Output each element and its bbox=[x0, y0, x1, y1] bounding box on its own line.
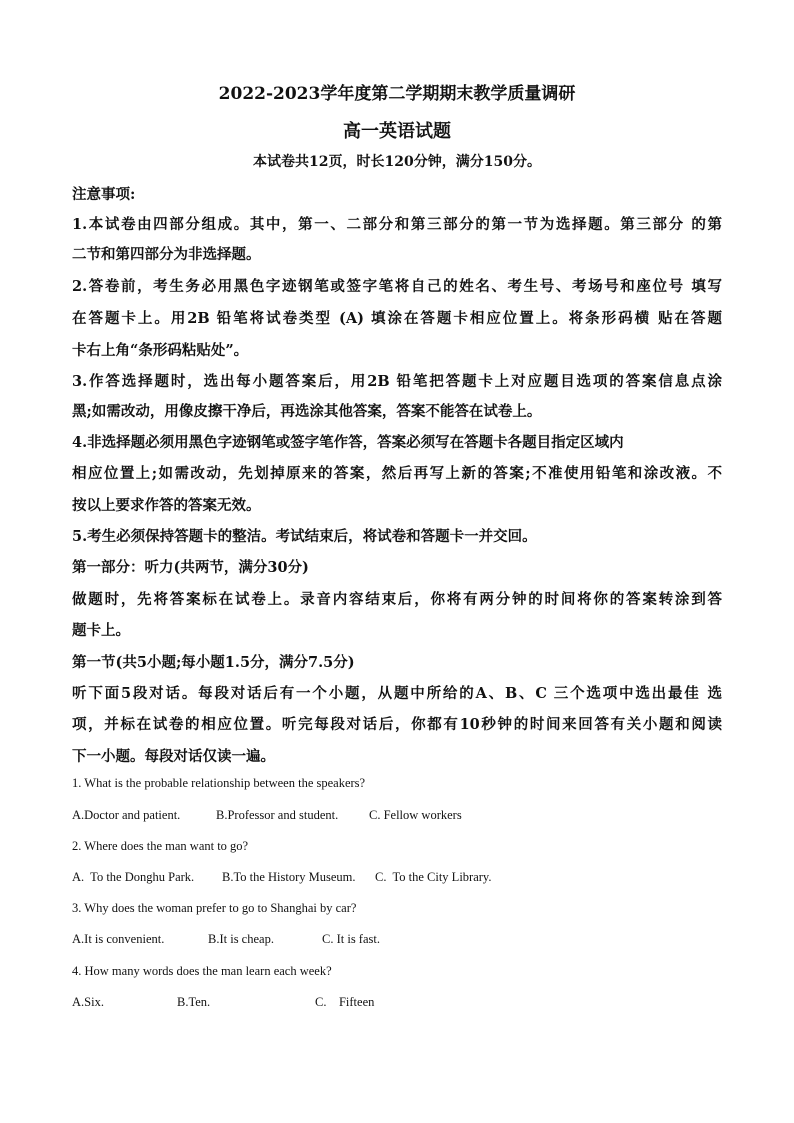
notes-line: 5.考生必须保持答题卡的整洁。考试结束后，将试卷和答题卡一并交回。 bbox=[72, 528, 537, 545]
notes-line: 在答题卡上。用2B 铅笔将试卷类型 (A) 填涂在答题卡相应位置上。将条形码横 贴在答题 bbox=[72, 310, 722, 327]
q2-option-a: A. To the Donghu Park. bbox=[72, 870, 195, 884]
exam-info: 本试卷共12页，时长120分钟，满分150分。 bbox=[253, 154, 541, 170]
notes-line: 2.答卷前，考生务必用黑色字迹钢笔或签字笔将自己的姓名、考生号、考场号和座位号 填写 bbox=[72, 278, 722, 295]
part1-intro-line: 做题时，先将答案标在试卷上。录音内容结束后，你将有两分钟的时间将你的答案转涂到答 bbox=[72, 591, 722, 608]
q4-option-a: A.Six. bbox=[72, 995, 104, 1009]
question-1: 1. What is the probable relationship between the speakers? bbox=[72, 776, 366, 790]
notes-line: 黑;如需改动，用像皮擦干净后，再选涂其他答案，答案不能答在试卷上。 bbox=[72, 403, 542, 420]
q3-option-a: A.It is convenient. bbox=[72, 932, 165, 946]
section1-heading: 第一节(共5小题;每小题1.5分，满分7.5分) bbox=[72, 654, 355, 671]
notes-line: 1.本试卷由四部分组成。其中，第一、二部分和第三部分的第一节为选择题。第三部分 的第 bbox=[72, 216, 722, 233]
q2-option-b: B.To the History Museum. bbox=[222, 870, 356, 884]
notes-line: 相应位置上;如需改动，先划掉原来的答案，然后再写上新的答案;不准使用铅笔和涂改液。不 bbox=[72, 465, 722, 482]
exam-title: 2022-2023学年度第二学期期末教学质量调研 bbox=[218, 84, 576, 104]
question-3: 3. Why does the woman prefer to go to Shanghai by car? bbox=[72, 901, 357, 915]
notes-line: 3.作答选择题时，选出每小题答案后，用2B 铅笔把答题卡上对应题目选项的答案信息点涂 bbox=[72, 373, 722, 390]
q4-option-b: B.Ten. bbox=[177, 995, 211, 1009]
question-4: 4. How many words does the man learn each week? bbox=[72, 964, 332, 978]
section1-intro-line: 下一小题。每段对话仅读一遍。 bbox=[72, 748, 275, 765]
notes-line: 4.非选择题必须用黑色字迹钢笔或签字笔作答，答案必须写在答题卡各题目指定区域内 bbox=[72, 434, 624, 451]
q1-option-b: B.Professor and student. bbox=[216, 808, 339, 822]
section1-intro-line: 听下面5段对话。每段对话后有一个小题，从题中所给的A、B、C 三个选项中选出最佳 选 bbox=[72, 685, 722, 702]
q2-option-c: C. To the City Library. bbox=[375, 870, 492, 884]
notes-line: 按以上要求作答的答案无效。 bbox=[72, 497, 261, 514]
q4-option-c: C. Fifteen bbox=[315, 995, 375, 1009]
notes-line: 二节和第四部分为非选择题。 bbox=[72, 246, 261, 263]
section1-intro-line: 项，并标在试卷的相应位置。听完每段对话后，你都有10秒钟的时间来回答有关小题和阅读 bbox=[72, 716, 722, 733]
part1-intro-line: 题卡上。 bbox=[72, 622, 130, 639]
notes-heading: 注意事项: bbox=[72, 186, 136, 203]
q3-option-b: B.It is cheap. bbox=[208, 932, 274, 946]
q1-option-c: C. Fellow workers bbox=[369, 808, 462, 822]
q3-option-c: C. It is fast. bbox=[322, 932, 380, 946]
subject-title: 高一英语试题 bbox=[343, 121, 451, 142]
q1-option-a: A.Doctor and patient. bbox=[72, 808, 181, 822]
question-2: 2. Where does the man want to go? bbox=[72, 839, 249, 853]
notes-line: 卡右上角“条形码粘贴处”。 bbox=[72, 342, 249, 359]
part1-heading: 第一部分：听力(共两节，满分30分) bbox=[72, 559, 309, 576]
